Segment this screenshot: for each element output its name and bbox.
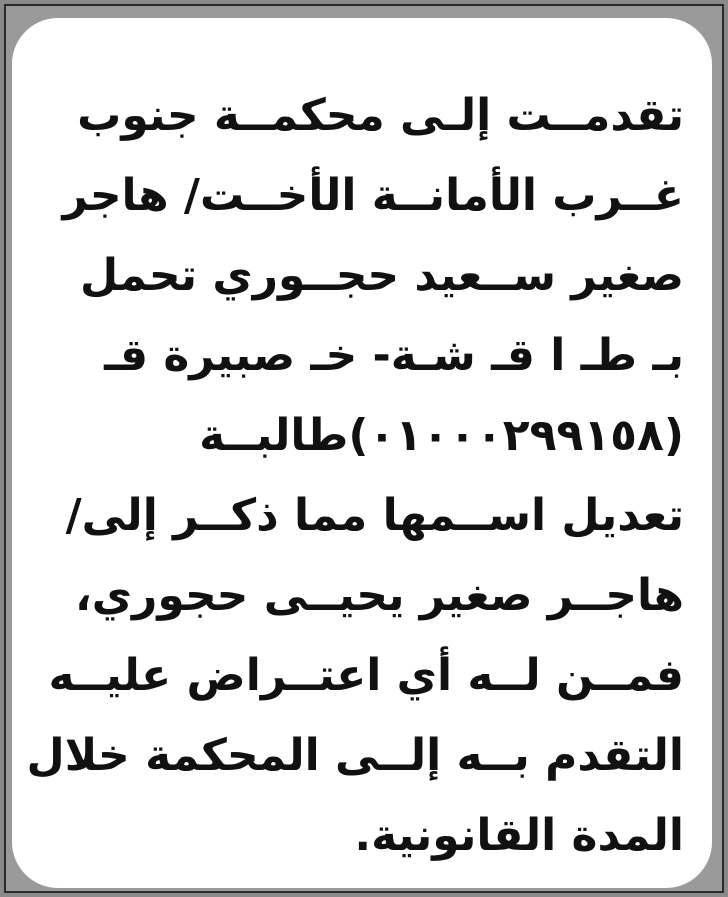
notice-line-6: تعديل اســمها مما ذكــر إلى/ — [65, 490, 684, 541]
notice-line-9: التقدم بــه إلــى المحكمة خلال — [26, 730, 684, 781]
notice-line-10: المدة القانونية. — [354, 810, 684, 861]
notice-line-8: فمــن لــه أي اعتــراض عليــه — [48, 650, 684, 701]
notice-line-5: (٠١٠٠٠٢٩٩١٥٨)طالبــة — [199, 410, 684, 461]
notice-line-7: هاجــر صغير يحيــى حجوري، — [75, 570, 684, 621]
notice-text — [24, 76, 684, 876]
notice-line-1: تقدمــت إلـى محكمــة جنوب — [77, 90, 684, 141]
notice-card — [12, 18, 712, 888]
notice-line-3: صغير ســعيد حجــوري تحمل — [80, 250, 684, 301]
notice-line-2: غــرب الأمانــة الأخــت/ هاجر — [62, 170, 684, 221]
notice-line-4: بـ طـ ا قـ شـة- خـ صبيرة قـ — [104, 330, 684, 381]
